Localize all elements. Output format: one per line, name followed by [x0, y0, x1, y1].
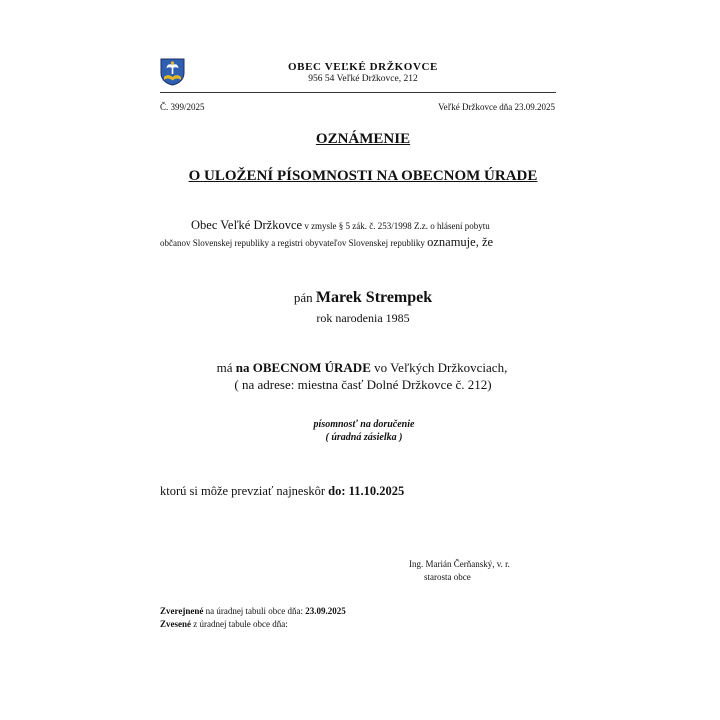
intro-registry-text: občanov Slovenskej republiky a registri obyvateľov Slovenskej republiky [160, 238, 428, 248]
deadline-text: ktorú si môže prevziať najneskôr [160, 484, 329, 498]
office-post: vo Veľkých Držkovciach, [370, 360, 508, 375]
intro-municipality: Obec Veľké Držkovce [191, 218, 303, 232]
municipality-name: OBEC VEĽKÉ DRŽKOVCE [288, 61, 438, 73]
posted-label: Zverejnené [160, 606, 204, 616]
document-type-note: ( úradná zásielka ) [325, 432, 403, 443]
recipient-name: Marek Strempek [315, 289, 433, 306]
recipient-prefix: pán [293, 290, 316, 305]
office-line [0, 360, 720, 376]
signatory-name: Ing. Marián Čerňanský, v. r. [409, 559, 510, 569]
office-bold: na OBECNOM ÚRADE [235, 360, 371, 375]
office-address: ( na adrese: miestna časť Dolné Držkovce č. 212) [234, 377, 492, 392]
document-type: písomnosť na doručenie [313, 419, 415, 430]
intro-law-reference: v zmysle § 5 zák. č. 253/1998 Z.z. o hlásení pobytu [302, 221, 490, 231]
intro-line-1 [191, 218, 490, 233]
document-subtitle: O ULOŽENÍ PÍSOMNOSTI NA OBECNOM ÚRADE [188, 168, 538, 184]
posted-line [160, 606, 346, 616]
header-divider [160, 92, 556, 93]
reference-number: Č. 399/2025 [160, 102, 205, 112]
removed-label: Zvesené [160, 619, 191, 629]
office-pre: má [216, 360, 236, 375]
recipient-birth-year: rok narodenia 1985 [316, 311, 410, 325]
intro-verb: oznamuje, že [427, 235, 494, 249]
municipality-address: 956 54 Veľké Držkovce, 212 [308, 74, 418, 84]
posted-text: na úradnej tabuli obce dňa: [203, 606, 306, 616]
place-date: Veľké Držkovce dňa 23.09.2025 [438, 102, 555, 112]
intro-line-2 [160, 235, 493, 250]
removed-line [160, 619, 288, 629]
document-title: OZNÁMENIE [315, 131, 411, 147]
signatory-role: starosta obce [424, 572, 471, 582]
posted-date: 23.09.2025 [305, 606, 346, 616]
pickup-deadline [160, 484, 404, 499]
deadline-date: do: 11.10.2025 [328, 484, 405, 498]
removed-text: z úradnej tabule obce dňa: [191, 619, 288, 629]
recipient-line [0, 289, 720, 307]
